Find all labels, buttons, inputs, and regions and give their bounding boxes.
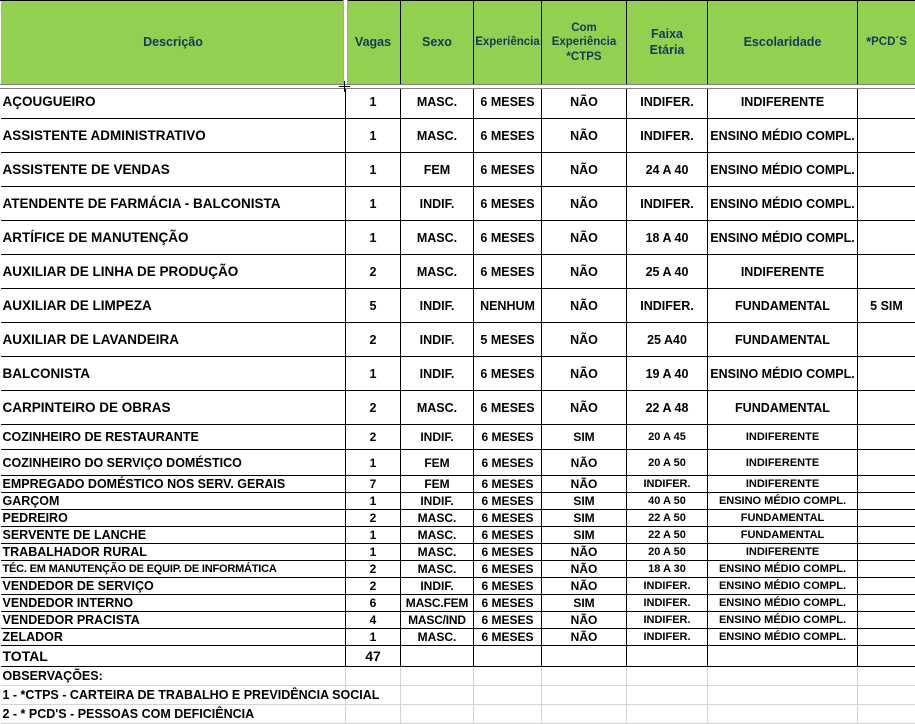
cell-vagas[interactable]: 1 — [346, 629, 401, 646]
cell-pcds[interactable] — [858, 527, 915, 544]
observation-empty-cell[interactable] — [708, 705, 858, 724]
cell-com_experiencia_ctps[interactable]: NÃO — [542, 255, 627, 289]
cell-faixa_etaria[interactable]: 18 A 30 — [627, 561, 708, 578]
cell-descricao[interactable]: COZINHEIRO DO SERVIÇO DOMÉSTICO — [1, 450, 346, 476]
cell-experiencia[interactable]: 6 MESES — [474, 425, 542, 450]
cell-faixa_etaria[interactable]: 22 A 50 — [627, 527, 708, 544]
cell-sexo[interactable]: MASC. — [401, 544, 474, 561]
column-header-pcds[interactable] — [858, 1, 915, 85]
cell-escolaridade[interactable]: ENSINO MÉDIO COMPL. — [708, 578, 858, 595]
table-row[interactable] — [1, 323, 915, 357]
cell-escolaridade[interactable]: FUNDAMENTAL — [708, 391, 858, 425]
observation-text: OBSERVAÇÕES: — [3, 669, 103, 683]
table-row[interactable] — [1, 476, 915, 493]
total-cell-sexo[interactable] — [401, 646, 474, 667]
table-row[interactable] — [1, 357, 915, 391]
cell-escolaridade[interactable]: INDIFERENTE — [708, 85, 858, 119]
cell-com_experiencia_ctps[interactable]: NÃO — [542, 578, 627, 595]
cell-pcds[interactable] — [858, 510, 915, 527]
cell-sexo[interactable]: INDIF. — [401, 289, 474, 323]
cell-experiencia[interactable]: 6 MESES — [474, 85, 542, 119]
cell-faixa_etaria[interactable]: 25 A40 — [627, 323, 708, 357]
cell-vagas[interactable]: 2 — [346, 255, 401, 289]
cell-vagas[interactable]: 1 — [346, 153, 401, 187]
cell-experiencia[interactable]: 6 MESES — [474, 544, 542, 561]
column-header-line: *CTPS — [566, 51, 601, 63]
cell-com_experiencia_ctps[interactable]: NÃO — [542, 187, 627, 221]
cell-experiencia[interactable]: 6 MESES — [474, 510, 542, 527]
cell-com_experiencia_ctps[interactable]: SIM — [542, 595, 627, 612]
table-row[interactable] — [1, 612, 915, 629]
cell-sexo[interactable]: INDIF. — [401, 578, 474, 595]
cell-descricao[interactable]: PEDREIRO — [1, 510, 346, 527]
cell-escolaridade[interactable]: ENSINO MÉDIO COMPL. — [708, 119, 858, 153]
cell-faixa_etaria[interactable]: 20 A 50 — [627, 450, 708, 476]
cell-com_experiencia_ctps[interactable]: NÃO — [542, 612, 627, 629]
observation-empty-cell[interactable] — [474, 686, 542, 705]
column-header-descricao[interactable]: Descrição — [1, 1, 346, 85]
column-header-line: Experiência — [552, 36, 617, 48]
cell-pcds[interactable] — [858, 187, 915, 221]
cell-vagas[interactable]: 1 — [346, 357, 401, 391]
cell-experiencia[interactable]: 6 MESES — [474, 119, 542, 153]
cell-pcds[interactable] — [858, 476, 915, 493]
cell-escolaridade[interactable]: INDIFERENTE — [708, 476, 858, 493]
cell-sexo[interactable]: MASC. — [401, 85, 474, 119]
cell-pcds[interactable] — [858, 425, 915, 450]
cell-vagas[interactable]: 5 — [346, 289, 401, 323]
column-header-experiencia[interactable]: Experiência — [474, 1, 542, 85]
cell-vagas[interactable]: 2 — [346, 391, 401, 425]
cell-pcds[interactable] — [858, 612, 915, 629]
cell-sexo[interactable]: MASC. — [401, 629, 474, 646]
cell-vagas[interactable]: 1 — [346, 85, 401, 119]
cell-com_experiencia_ctps[interactable]: NÃO — [542, 544, 627, 561]
cell-pcds[interactable] — [858, 561, 915, 578]
cell-experiencia[interactable]: 6 MESES — [474, 391, 542, 425]
observation-empty-cell[interactable] — [542, 705, 627, 724]
cell-pcds[interactable] — [858, 221, 915, 255]
observation-empty-cell[interactable] — [858, 705, 915, 724]
cell-escolaridade[interactable]: FUNDAMENTAL — [708, 510, 858, 527]
cell-descricao[interactable]: ZELADOR — [1, 629, 346, 646]
cell-com_experiencia_ctps[interactable]: NÃO — [542, 450, 627, 476]
observation-empty-cell[interactable] — [474, 705, 542, 724]
column-header-line: Faixa — [651, 27, 683, 41]
cell-pcds[interactable] — [858, 544, 915, 561]
observation-empty-cell[interactable] — [401, 705, 474, 724]
cell-descricao[interactable]: ASSISTENTE DE VENDAS — [1, 153, 346, 187]
cell-descricao[interactable]: VENDEDOR PRACISTA — [1, 612, 346, 629]
table-total-row[interactable] — [1, 646, 915, 667]
cell-com_experiencia_ctps[interactable]: NÃO — [542, 476, 627, 493]
table-row[interactable] — [1, 527, 915, 544]
cell-experiencia[interactable]: 6 MESES — [474, 629, 542, 646]
cell-com_experiencia_ctps[interactable]: SIM — [542, 493, 627, 510]
cell-descricao[interactable]: ASSISTENTE ADMINISTRATIVO — [1, 119, 346, 153]
table-row[interactable] — [1, 255, 915, 289]
observation-empty-cell[interactable] — [542, 686, 627, 705]
table-body — [1, 85, 915, 724]
cell-faixa_etaria[interactable]: 22 A 48 — [627, 391, 708, 425]
cell-sexo[interactable]: MASC. — [401, 527, 474, 544]
cell-descricao[interactable]: BALCONISTA — [1, 357, 346, 391]
cell-faixa_etaria[interactable]: 40 A 50 — [627, 493, 708, 510]
cell-sexo[interactable]: MASC/IND — [401, 612, 474, 629]
observation-empty-cell[interactable] — [401, 667, 474, 686]
cell-experiencia[interactable]: 6 MESES — [474, 578, 542, 595]
cell-faixa_etaria[interactable]: 24 A 40 — [627, 153, 708, 187]
cell-sexo[interactable]: INDIF. — [401, 357, 474, 391]
cell-escolaridade[interactable]: FUNDAMENTAL — [708, 323, 858, 357]
cell-faixa_etaria[interactable]: 25 A 40 — [627, 255, 708, 289]
column-header-com_experiencia_ctps[interactable] — [542, 1, 627, 85]
cell-descricao[interactable]: SERVENTE DE LANCHE — [1, 527, 346, 544]
cell-escolaridade[interactable]: ENSINO MÉDIO COMPL. — [708, 357, 858, 391]
table-row[interactable] — [1, 119, 915, 153]
cell-descricao[interactable]: AUXILIAR DE LINHA DE PRODUÇÃO — [1, 255, 346, 289]
column-header-faixa_etaria[interactable] — [627, 1, 708, 85]
cell-pcds[interactable] — [858, 391, 915, 425]
cell-experiencia[interactable]: NENHUM — [474, 289, 542, 323]
cell-escolaridade[interactable]: ENSINO MÉDIO COMPL. — [708, 612, 858, 629]
cell-experiencia[interactable]: 6 MESES — [474, 221, 542, 255]
table-row[interactable] — [1, 221, 915, 255]
cell-vagas[interactable]: 1 — [346, 187, 401, 221]
cell-experiencia[interactable]: 6 MESES — [474, 153, 542, 187]
cell-escolaridade[interactable]: INDIFERENTE — [708, 544, 858, 561]
observation-empty-cell[interactable] — [708, 667, 858, 686]
cell-sexo[interactable]: INDIF. — [401, 493, 474, 510]
observation-row[interactable] — [1, 667, 915, 686]
total-cell-descricao[interactable]: TOTAL — [1, 646, 346, 667]
table-row[interactable] — [1, 544, 915, 561]
cell-faixa_etaria[interactable]: INDIFER. — [627, 612, 708, 629]
cell-vagas[interactable]: 2 — [346, 510, 401, 527]
cell-pcds[interactable] — [858, 255, 915, 289]
cell-com_experiencia_ctps[interactable]: NÃO — [542, 323, 627, 357]
cell-escolaridade[interactable]: ENSINO MÉDIO COMPL. — [708, 221, 858, 255]
cell-faixa_etaria[interactable]: INDIFER. — [627, 119, 708, 153]
cell-pcds[interactable]: 5 SIM — [858, 289, 915, 323]
observation-text-cell[interactable] — [1, 667, 346, 686]
cell-escolaridade[interactable]: ENSINO MÉDIO COMPL. — [708, 629, 858, 646]
column-header-escolaridade[interactable]: Escolaridade — [708, 1, 858, 85]
table-row[interactable] — [1, 510, 915, 527]
observation-text: 2 - * PCD'S - PESSOAS COM DEFICIÊNCIA — [3, 707, 255, 721]
table-row[interactable] — [1, 391, 915, 425]
table-row[interactable] — [1, 153, 915, 187]
cell-experiencia[interactable]: 6 MESES — [474, 595, 542, 612]
cell-vagas[interactable]: 1 — [346, 221, 401, 255]
observation-empty-cell[interactable] — [627, 686, 708, 705]
cell-faixa_etaria[interactable]: 20 A 45 — [627, 425, 708, 450]
cell-vagas[interactable]: 1 — [346, 493, 401, 510]
observation-empty-cell[interactable] — [474, 667, 542, 686]
table-row[interactable] — [1, 578, 915, 595]
cell-faixa_etaria[interactable]: INDIFER. — [627, 595, 708, 612]
cell-pcds[interactable] — [858, 493, 915, 510]
cell-experiencia[interactable]: 6 MESES — [474, 476, 542, 493]
column-header-vagas[interactable]: Vagas — [346, 1, 401, 85]
cell-descricao[interactable]: AUXILIAR DE LAVANDEIRA — [1, 323, 346, 357]
cell-com_experiencia_ctps[interactable]: NÃO — [542, 561, 627, 578]
cell-vagas[interactable]: 2 — [346, 561, 401, 578]
cell-faixa_etaria[interactable]: INDIFER. — [627, 476, 708, 493]
cell-vagas[interactable]: 1 — [346, 544, 401, 561]
cell-descricao[interactable]: ATENDENTE DE FARMÁCIA - BALCONISTA — [1, 187, 346, 221]
cell-experiencia[interactable]: 5 MESES — [474, 323, 542, 357]
table-row[interactable] — [1, 425, 915, 450]
cell-pcds[interactable] — [858, 85, 915, 119]
total-cell-faixa_etaria[interactable] — [627, 646, 708, 667]
cell-descricao[interactable]: ARTÍFICE DE MANUTENÇÃO — [1, 221, 346, 255]
cell-escolaridade[interactable]: ENSINO MÉDIO COMPL. — [708, 561, 858, 578]
cell-experiencia[interactable]: 6 MESES — [474, 357, 542, 391]
cell-com_experiencia_ctps[interactable]: NÃO — [542, 119, 627, 153]
cell-com_experiencia_ctps[interactable]: NÃO — [542, 357, 627, 391]
cell-faixa_etaria[interactable]: 20 A 50 — [627, 544, 708, 561]
cell-sexo[interactable]: FEM — [401, 450, 474, 476]
cell-vagas[interactable]: 4 — [346, 612, 401, 629]
cell-escolaridade[interactable]: ENSINO MÉDIO COMPL. — [708, 187, 858, 221]
cell-pcds[interactable] — [858, 595, 915, 612]
cell-experiencia[interactable]: 6 MESES — [474, 561, 542, 578]
cell-vagas[interactable]: 1 — [346, 450, 401, 476]
cell-escolaridade[interactable]: INDIFERENTE — [708, 425, 858, 450]
observation-empty-cell[interactable] — [858, 667, 915, 686]
cell-descricao[interactable]: TRABALHADOR RURAL — [1, 544, 346, 561]
table-row[interactable] — [1, 595, 915, 612]
cell-pcds[interactable] — [858, 357, 915, 391]
cell-escolaridade[interactable]: FUNDAMENTAL — [708, 289, 858, 323]
table-row[interactable] — [1, 85, 915, 119]
cell-sexo[interactable]: INDIF. — [401, 187, 474, 221]
cell-faixa_etaria[interactable]: INDIFER. — [627, 85, 708, 119]
cell-vagas[interactable]: 1 — [346, 527, 401, 544]
cell-sexo[interactable]: MASC.FEM — [401, 595, 474, 612]
observation-empty-cell[interactable] — [858, 686, 915, 705]
column-header-line: Com — [571, 22, 597, 34]
cell-sexo[interactable]: MASC. — [401, 119, 474, 153]
cell-escolaridade[interactable]: FUNDAMENTAL — [708, 527, 858, 544]
total-cell-pcds[interactable] — [858, 646, 915, 667]
observation-empty-cell[interactable] — [346, 705, 401, 724]
cell-sexo[interactable]: FEM — [401, 476, 474, 493]
observation-text: 1 - *CTPS - CARTEIRA DE TRABALHO E PREVIDÊNCIA SOCIAL — [3, 688, 380, 702]
cell-descricao[interactable]: COZINHEIRO DE RESTAURANTE — [1, 425, 346, 450]
observation-text-cell[interactable] — [1, 686, 346, 705]
table-header — [1, 1, 915, 85]
table-header-row — [1, 1, 915, 85]
table-row[interactable] — [1, 493, 915, 510]
cell-vagas[interactable]: 7 — [346, 476, 401, 493]
cell-vagas[interactable]: 2 — [346, 425, 401, 450]
cell-pcds[interactable] — [858, 578, 915, 595]
cell-faixa_etaria[interactable]: INDIFER. — [627, 578, 708, 595]
column-header-text: PCD´S — [871, 36, 907, 48]
cell-vagas[interactable]: 2 — [346, 323, 401, 357]
cell-faixa_etaria[interactable]: 19 A 40 — [627, 357, 708, 391]
cell-escolaridade[interactable]: ENSINO MÉDIO COMPL. — [708, 595, 858, 612]
observation-empty-cell[interactable] — [346, 667, 401, 686]
cell-experiencia[interactable]: 6 MESES — [474, 450, 542, 476]
cell-sexo[interactable]: MASC. — [401, 510, 474, 527]
cell-pcds[interactable] — [858, 629, 915, 646]
cell-pcds[interactable] — [858, 323, 915, 357]
cell-experiencia[interactable]: 6 MESES — [474, 255, 542, 289]
cell-descricao[interactable]: AUXILIAR DE LIMPEZA — [1, 289, 346, 323]
column-header-sexo[interactable]: Sexo — [401, 1, 474, 85]
cell-vagas[interactable]: 1 — [346, 119, 401, 153]
cell-sexo[interactable]: MASC. — [401, 221, 474, 255]
cell-descricao[interactable]: EMPREGADO DOMÉSTICO NOS SERV. GERAIS — [1, 476, 346, 493]
cell-com_experiencia_ctps[interactable]: NÃO — [542, 153, 627, 187]
cell-sexo[interactable]: FEM — [401, 153, 474, 187]
table-row[interactable] — [1, 561, 915, 578]
cell-experiencia[interactable]: 6 MESES — [474, 612, 542, 629]
cell-experiencia[interactable]: 6 MESES — [474, 493, 542, 510]
cell-pcds[interactable] — [858, 450, 915, 476]
cell-descricao[interactable]: TÉC. EM MANUTENÇÃO DE EQUIP. DE INFORMÁTICA — [1, 561, 346, 578]
cell-com_experiencia_ctps[interactable]: NÃO — [542, 221, 627, 255]
cell-pcds[interactable] — [858, 119, 915, 153]
cell-escolaridade[interactable]: INDIFERENTE — [708, 450, 858, 476]
table-row[interactable] — [1, 629, 915, 646]
cell-descricao[interactable]: CARPINTEIRO DE OBRAS — [1, 391, 346, 425]
observation-row[interactable] — [1, 686, 915, 705]
cell-sexo[interactable]: INDIF. — [401, 323, 474, 357]
cell-vagas[interactable]: 6 — [346, 595, 401, 612]
cell-escolaridade[interactable]: ENSINO MÉDIO COMPL. — [708, 493, 858, 510]
cell-com_experiencia_ctps[interactable]: NÃO — [542, 391, 627, 425]
total-cell-vagas[interactable]: 47 — [346, 646, 401, 667]
cell-escolaridade[interactable]: ENSINO MÉDIO COMPL. — [708, 153, 858, 187]
table-row[interactable] — [1, 450, 915, 476]
total-cell-com_experiencia_ctps[interactable] — [542, 646, 627, 667]
cell-escolaridade[interactable]: INDIFERENTE — [708, 255, 858, 289]
cell-com_experiencia_ctps[interactable]: NÃO — [542, 85, 627, 119]
table-row[interactable] — [1, 187, 915, 221]
cell-descricao[interactable]: VENDEDOR INTERNO — [1, 595, 346, 612]
cell-faixa_etaria[interactable]: INDIFER. — [627, 187, 708, 221]
cell-faixa_etaria[interactable]: 18 A 40 — [627, 221, 708, 255]
cell-descricao[interactable]: AÇOUGUEIRO — [1, 85, 346, 119]
cell-descricao[interactable]: VENDEDOR DE SERVIÇO — [1, 578, 346, 595]
column-header-asterisk: * — [866, 34, 871, 49]
observation-empty-cell[interactable] — [708, 686, 858, 705]
column-header-line: Etária — [650, 43, 685, 57]
cell-com_experiencia_ctps[interactable]: SIM — [542, 527, 627, 544]
cell-faixa_etaria[interactable]: 22 A 50 — [627, 510, 708, 527]
cell-experiencia[interactable]: 6 MESES — [474, 527, 542, 544]
cell-com_experiencia_ctps[interactable]: SIM — [542, 425, 627, 450]
cell-faixa_etaria[interactable]: INDIFER. — [627, 629, 708, 646]
table-row[interactable] — [1, 289, 915, 323]
cell-sexo[interactable]: MASC. — [401, 561, 474, 578]
total-cell-escolaridade[interactable] — [708, 646, 858, 667]
cell-sexo[interactable]: MASC. — [401, 391, 474, 425]
cell-com_experiencia_ctps[interactable]: SIM — [542, 510, 627, 527]
cell-pcds[interactable] — [858, 153, 915, 187]
cell-sexo[interactable]: MASC. — [401, 255, 474, 289]
cell-sexo[interactable]: INDIF. — [401, 425, 474, 450]
observation-empty-cell[interactable] — [542, 667, 627, 686]
cell-com_experiencia_ctps[interactable]: NÃO — [542, 629, 627, 646]
observation-text-cell[interactable] — [1, 705, 346, 724]
cell-faixa_etaria[interactable]: INDIFER. — [627, 289, 708, 323]
observation-empty-cell[interactable] — [401, 686, 474, 705]
cell-vagas[interactable]: 2 — [346, 578, 401, 595]
observation-empty-cell[interactable] — [627, 667, 708, 686]
total-cell-experiencia[interactable] — [474, 646, 542, 667]
observation-empty-cell[interactable] — [627, 705, 708, 724]
cell-experiencia[interactable]: 6 MESES — [474, 187, 542, 221]
cell-com_experiencia_ctps[interactable]: NÃO — [542, 289, 627, 323]
cell-descricao[interactable]: GARÇOM — [1, 493, 346, 510]
observation-row[interactable] — [1, 705, 915, 724]
